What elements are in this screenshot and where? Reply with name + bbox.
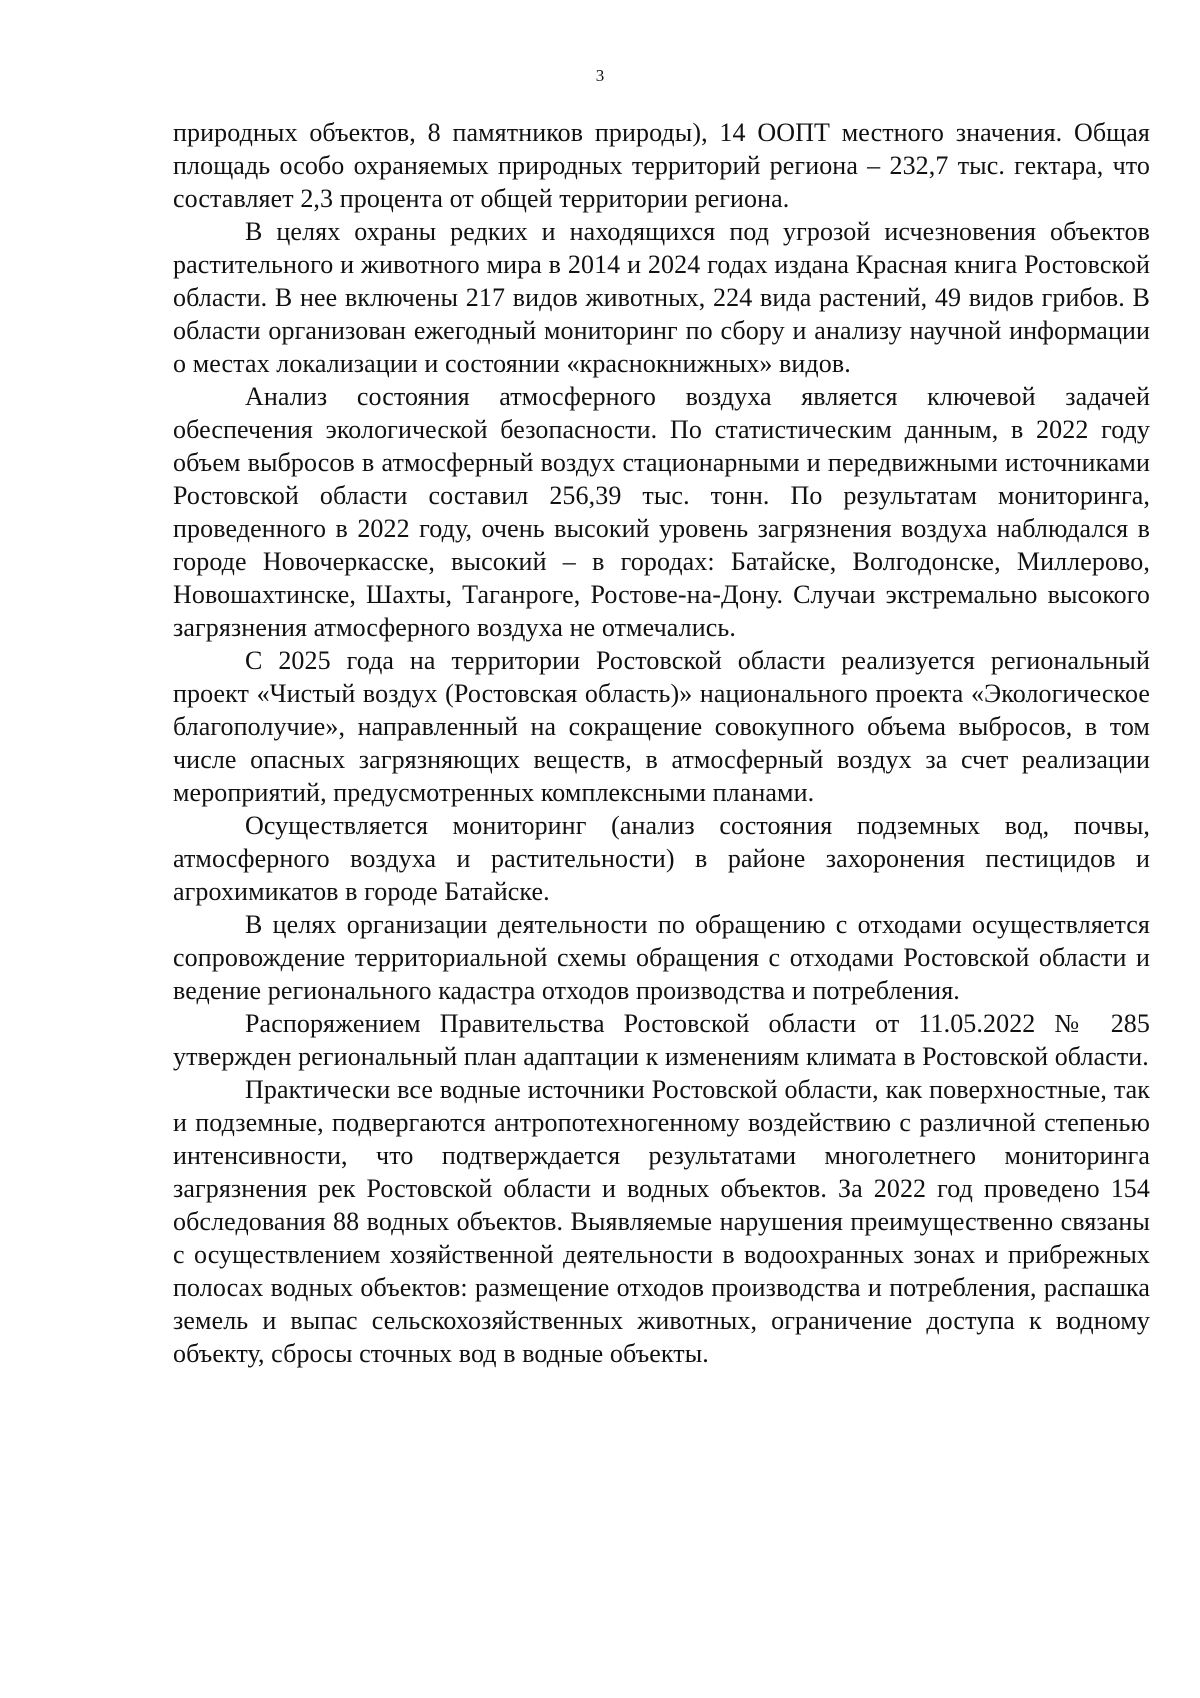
document-body: [173, 116, 1150, 1370]
paragraph-protected-areas: природных объектов, 8 памятников природы), 14 ООПТ местного значения. Общая площадь особо охраняемых природных территорий региона – 232,7 тыс. гектара, что составляет 2,3 процента от общей территории региона.: [173, 118, 1150, 213]
paragraph-clean-air-project: С 2025 года на территории Ростовской области реализуется региональный проект «Чистый воздух (Ростовская область)» национального проекта «Экологическое благополучие», направленный на сокращение совокупного объема выбросов, в том числе опасных загрязняющих веществ, в атмосферный воздух за счет реализации мероприятий, предусмотренных комплексными планами.: [173, 646, 1150, 807]
paragraph-pesticide-monitoring: Осуществляется мониторинг (анализ состояния подземных вод, почвы, атмосферного воздуха и растительности) в районе захоронения пестицидов и агрохимикатов в городе Батайске.: [173, 811, 1150, 906]
paragraph-waste-management: В целях организации деятельности по обращению с отходами осуществляется сопровождение территориальной схемы обращения с отходами Ростовской области и ведение регионального кадастра отходов производства и потребления.: [173, 910, 1150, 1005]
paragraph-climate-adaptation: Распоряжением Правительства Ростовской области от 11.05.2022 № 285 утвержден региональный план адаптации к изменениям климата в Ростовской области.: [173, 1009, 1150, 1071]
paragraph-red-book: В целях охраны редких и находящихся под угрозой исчезновения объектов растительного и животного мира в 2014 и 2024 годах издана Красная книга Ростовской области. В нее включены 217 видов животных, 224 вида растений, 49 видов грибов. В области организован ежегодный мониторинг по сбору и анализу научной информации о местах локализации и состоянии «краснокнижных» видов.: [173, 217, 1150, 378]
paragraph-water-sources: Практически все водные источники Ростовской области, как поверхностные, так и подземные, подвергаются антропотехногенному воздействию с различной степенью интенсивности, что подтверждается результатами многолетнего мониторинга загрязнения рек Ростовской области и водных объектов. За 2022 год проведено 154 обследования 88 водных объектов. Выявляемые нарушения преимущественно связаны с осуществлением хозяйственной деятельности в водоохранных зонах и прибрежных полосах водных объектов: размещение отходов производства и потребления, распашка земель и выпас сельскохозяйственных животных, ограничение доступа к водному объекту, сбросы сточных вод в водные объекты.: [173, 1075, 1150, 1368]
paragraph-air-quality: Анализ состояния атмосферного воздуха является ключевой задачей обеспечения экологической безопасности. По статистическим данным, в 2022 году объем выбросов в атмосферный воздух стационарными и передвижными источниками Ростовской области составил 256,39 тыс. тонн. По результатам мониторинга, проведенного в 2022 году, очень высокий уровень загрязнения воздуха наблюдался в городе Новочеркасске, высокий – в городах: Батайске, Волгодонске, Миллерово, Новошахтинске, Шахты, Таганроге, Ростове-на-Дону. Случаи экстремально высокого загрязнения атмосферного воздуха не отмечались.: [173, 382, 1150, 642]
page-number: 3: [595, 66, 605, 85]
